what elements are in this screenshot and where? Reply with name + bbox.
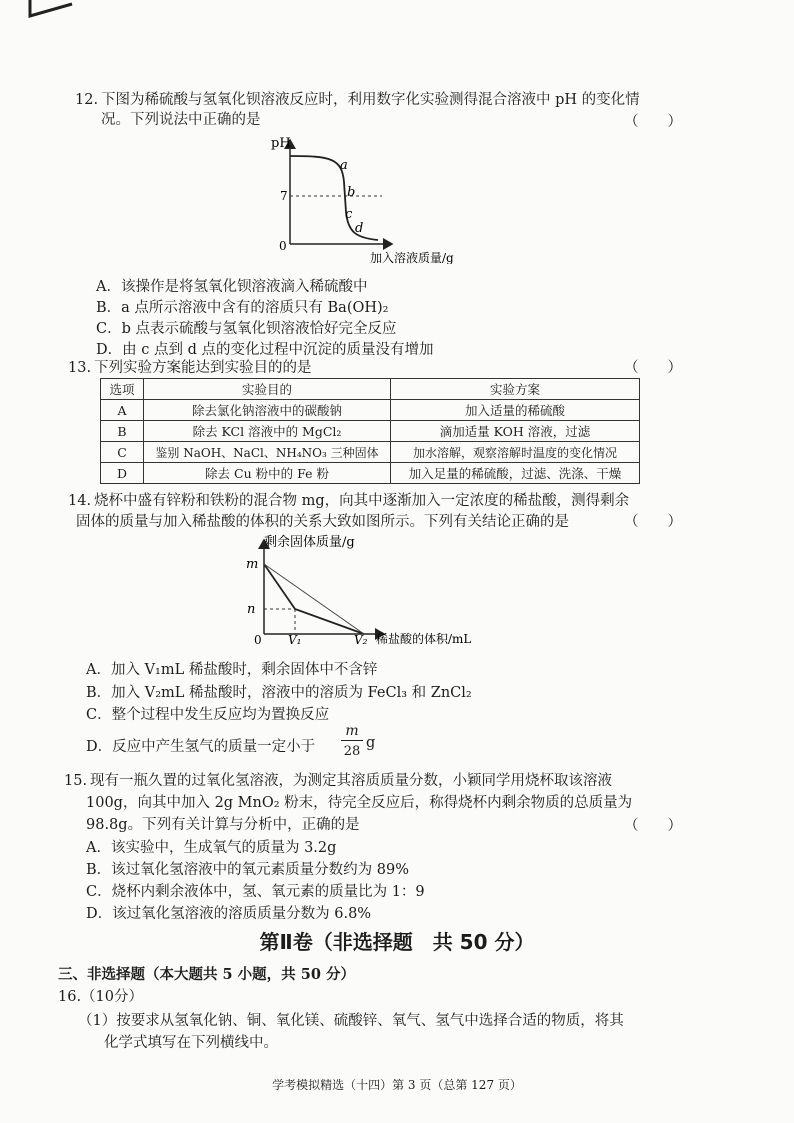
q14-option-d-numerator: m — [341, 722, 363, 741]
q14-stem-line1: 烧杯中盛有锌粉和铁粉的混合物 mg，向其中逐渐加入一定浓度的稀盐酸，测得剩余 — [94, 493, 630, 509]
cell-option: B — [101, 421, 144, 442]
cell-purpose: 除去氯化钠溶液中的碳酸钠 — [144, 400, 391, 421]
mass-xlabel: 稀盐酸的体积/mL — [376, 632, 472, 646]
q13-answer-paren: （ ） — [624, 360, 682, 376]
cell-plan: 加入足量的稀硫酸，过滤、洗涤、干燥 — [391, 463, 640, 484]
cell-plan: 加入适量的稀硫酸 — [391, 400, 640, 421]
cell-option: A — [101, 400, 144, 421]
ph-7-label: 7 — [280, 189, 288, 203]
q14-option-a: A．加入 V₁mL 稀盐酸时，剩余固体中不含锌 — [86, 662, 378, 678]
m-label: m — [246, 557, 259, 572]
table-row — [101, 421, 640, 442]
col-header-option: 选项 — [101, 379, 144, 400]
ph-ylabel: pH — [271, 136, 291, 151]
point-a-label: a — [340, 158, 348, 173]
q14-number: 14. — [68, 493, 92, 509]
cell-plan: 滴加适量 KOH 溶液，过滤 — [391, 421, 640, 442]
q14-option-b: B．加入 V₂mL 稀盐酸时，溶液中的溶质为 FeCl₃ 和 ZnCl₂ — [86, 685, 472, 701]
q14-option-d-denominator: 28 — [343, 744, 361, 759]
point-d-label: d — [355, 221, 364, 236]
mass-ylabel: 剩余固体质量/g — [264, 535, 355, 550]
ph-xlabel: 加入溶液质量/g — [370, 251, 454, 264]
v2-label: V₂ — [354, 633, 368, 647]
q14-option-c: C．整个过程中发生反应均为置换反应 — [86, 707, 330, 723]
table-row — [101, 463, 640, 484]
n-label: n — [247, 602, 256, 617]
corner-mark — [0, 0, 80, 24]
q12-stem-line2: 况。下列说法中正确的是 — [101, 112, 261, 128]
cell-option: D — [101, 463, 144, 484]
q12-number: 12. — [75, 92, 99, 108]
mass-origin-label: 0 — [254, 633, 262, 647]
q15-option-a: A．该实验中，生成氧气的质量为 3.2g — [86, 840, 337, 856]
mass-straight-line — [264, 564, 364, 634]
q13-number: 13. — [68, 360, 92, 376]
q14-answer-paren: （ ） — [624, 514, 682, 530]
v1-label: V₁ — [288, 633, 302, 647]
q16-stem-line2: 化学式填写在下列横线中。 — [104, 1035, 278, 1051]
q12-option-b: B．a 点所示溶液中含有的溶质只有 Ba(OH)₂ — [96, 300, 389, 316]
q15-stem-line2: 100g，向其中加入 2g MnO₂ 粉末，待完全反应后，称得烧杯内剩余物质的总质量为 — [86, 795, 633, 811]
q13-stem: 下列实验方案能达到实验目的的是 — [94, 360, 312, 376]
q15-number: 15. — [64, 773, 88, 789]
q12-stem-line1: 下图为稀硫酸与氢氧化钡溶液反应时，利用数字化实验测得混合溶液中 pH 的变化情 — [101, 92, 640, 108]
section-2-title: 第Ⅱ卷（非选择题 共 50 分） — [259, 930, 535, 954]
q15-option-b: B．该过氧化氢溶液中的氧元素质量分数约为 89% — [86, 862, 409, 878]
part3-heading: 三、非选择题（本大题共 5 小题，共 50 分） — [58, 966, 355, 983]
q12-option-a: A．该操作是将氢氧化钡溶液滴入稀硫酸中 — [96, 279, 368, 295]
q15-answer-paren: （ ） — [624, 818, 682, 834]
point-b-label: b — [347, 185, 356, 200]
q15-stem-line1: 现有一瓶久置的过氧化氢溶液，为测定其溶质质量分数，小颖同学用烧杯取该溶液 — [90, 773, 612, 789]
q15-stem-line3: 98.8g。下列有关计算与分析中，正确的是 — [86, 817, 360, 833]
q16-stem-line1: （1）按要求从氢氧化钠、铜、氧化镁、硫酸锌、氧气、氢气中选择合适的物质，将其 — [78, 1013, 624, 1029]
q14-stem-line2: 固体的质量与加入稀盐酸的体积的关系大致如图所示。下列有关结论正确的是 — [76, 514, 569, 530]
q13-table — [100, 378, 640, 484]
cell-purpose: 除去 Cu 粉中的 Fe 粉 — [144, 463, 391, 484]
point-c-label: c — [345, 207, 353, 222]
cell-plan: 加水溶解，观察溶解时温度的变化情况 — [391, 442, 640, 463]
q12-ph-graph — [260, 134, 490, 264]
ph-origin-label: 0 — [279, 239, 287, 253]
table-header-row — [101, 379, 640, 400]
q12-option-c: C．b 点表示硫酸与氢氧化钡溶液恰好完全反应 — [96, 321, 397, 337]
cell-option: C — [101, 442, 144, 463]
page-footer: 学考模拟精选（十四）第 3 页（总第 127 页） — [272, 1078, 522, 1092]
table-row — [101, 400, 640, 421]
table-row — [101, 442, 640, 463]
cell-purpose: 除去 KCl 溶液中的 MgCl₂ — [144, 421, 391, 442]
col-header-purpose: 实验目的 — [144, 379, 391, 400]
q15-option-c: C．烧杯内剩余液体中，氢、氧元素的质量比为 1：9 — [86, 884, 425, 900]
q12-option-d: D．由 c 点到 d 点的变化过程中沉淀的质量没有增加 — [96, 342, 434, 358]
q16-heading: 16.（10分） — [58, 989, 144, 1005]
col-header-plan: 实验方案 — [391, 379, 640, 400]
q12-answer-paren: （ ） — [624, 114, 682, 130]
q15-option-d: D．该过氧化氢溶液的溶质质量分数为 6.8% — [86, 906, 372, 922]
cell-purpose: 鉴别 NaOH、NaCl、NH₄NO₃ 三种固体 — [144, 442, 391, 463]
ph-curve — [290, 156, 378, 240]
q14-option-d-unit: g — [366, 735, 376, 751]
q14-option-d-text: D．反应中产生氢气的质量一定小于 — [86, 739, 316, 755]
q14-mass-graph — [236, 530, 526, 660]
